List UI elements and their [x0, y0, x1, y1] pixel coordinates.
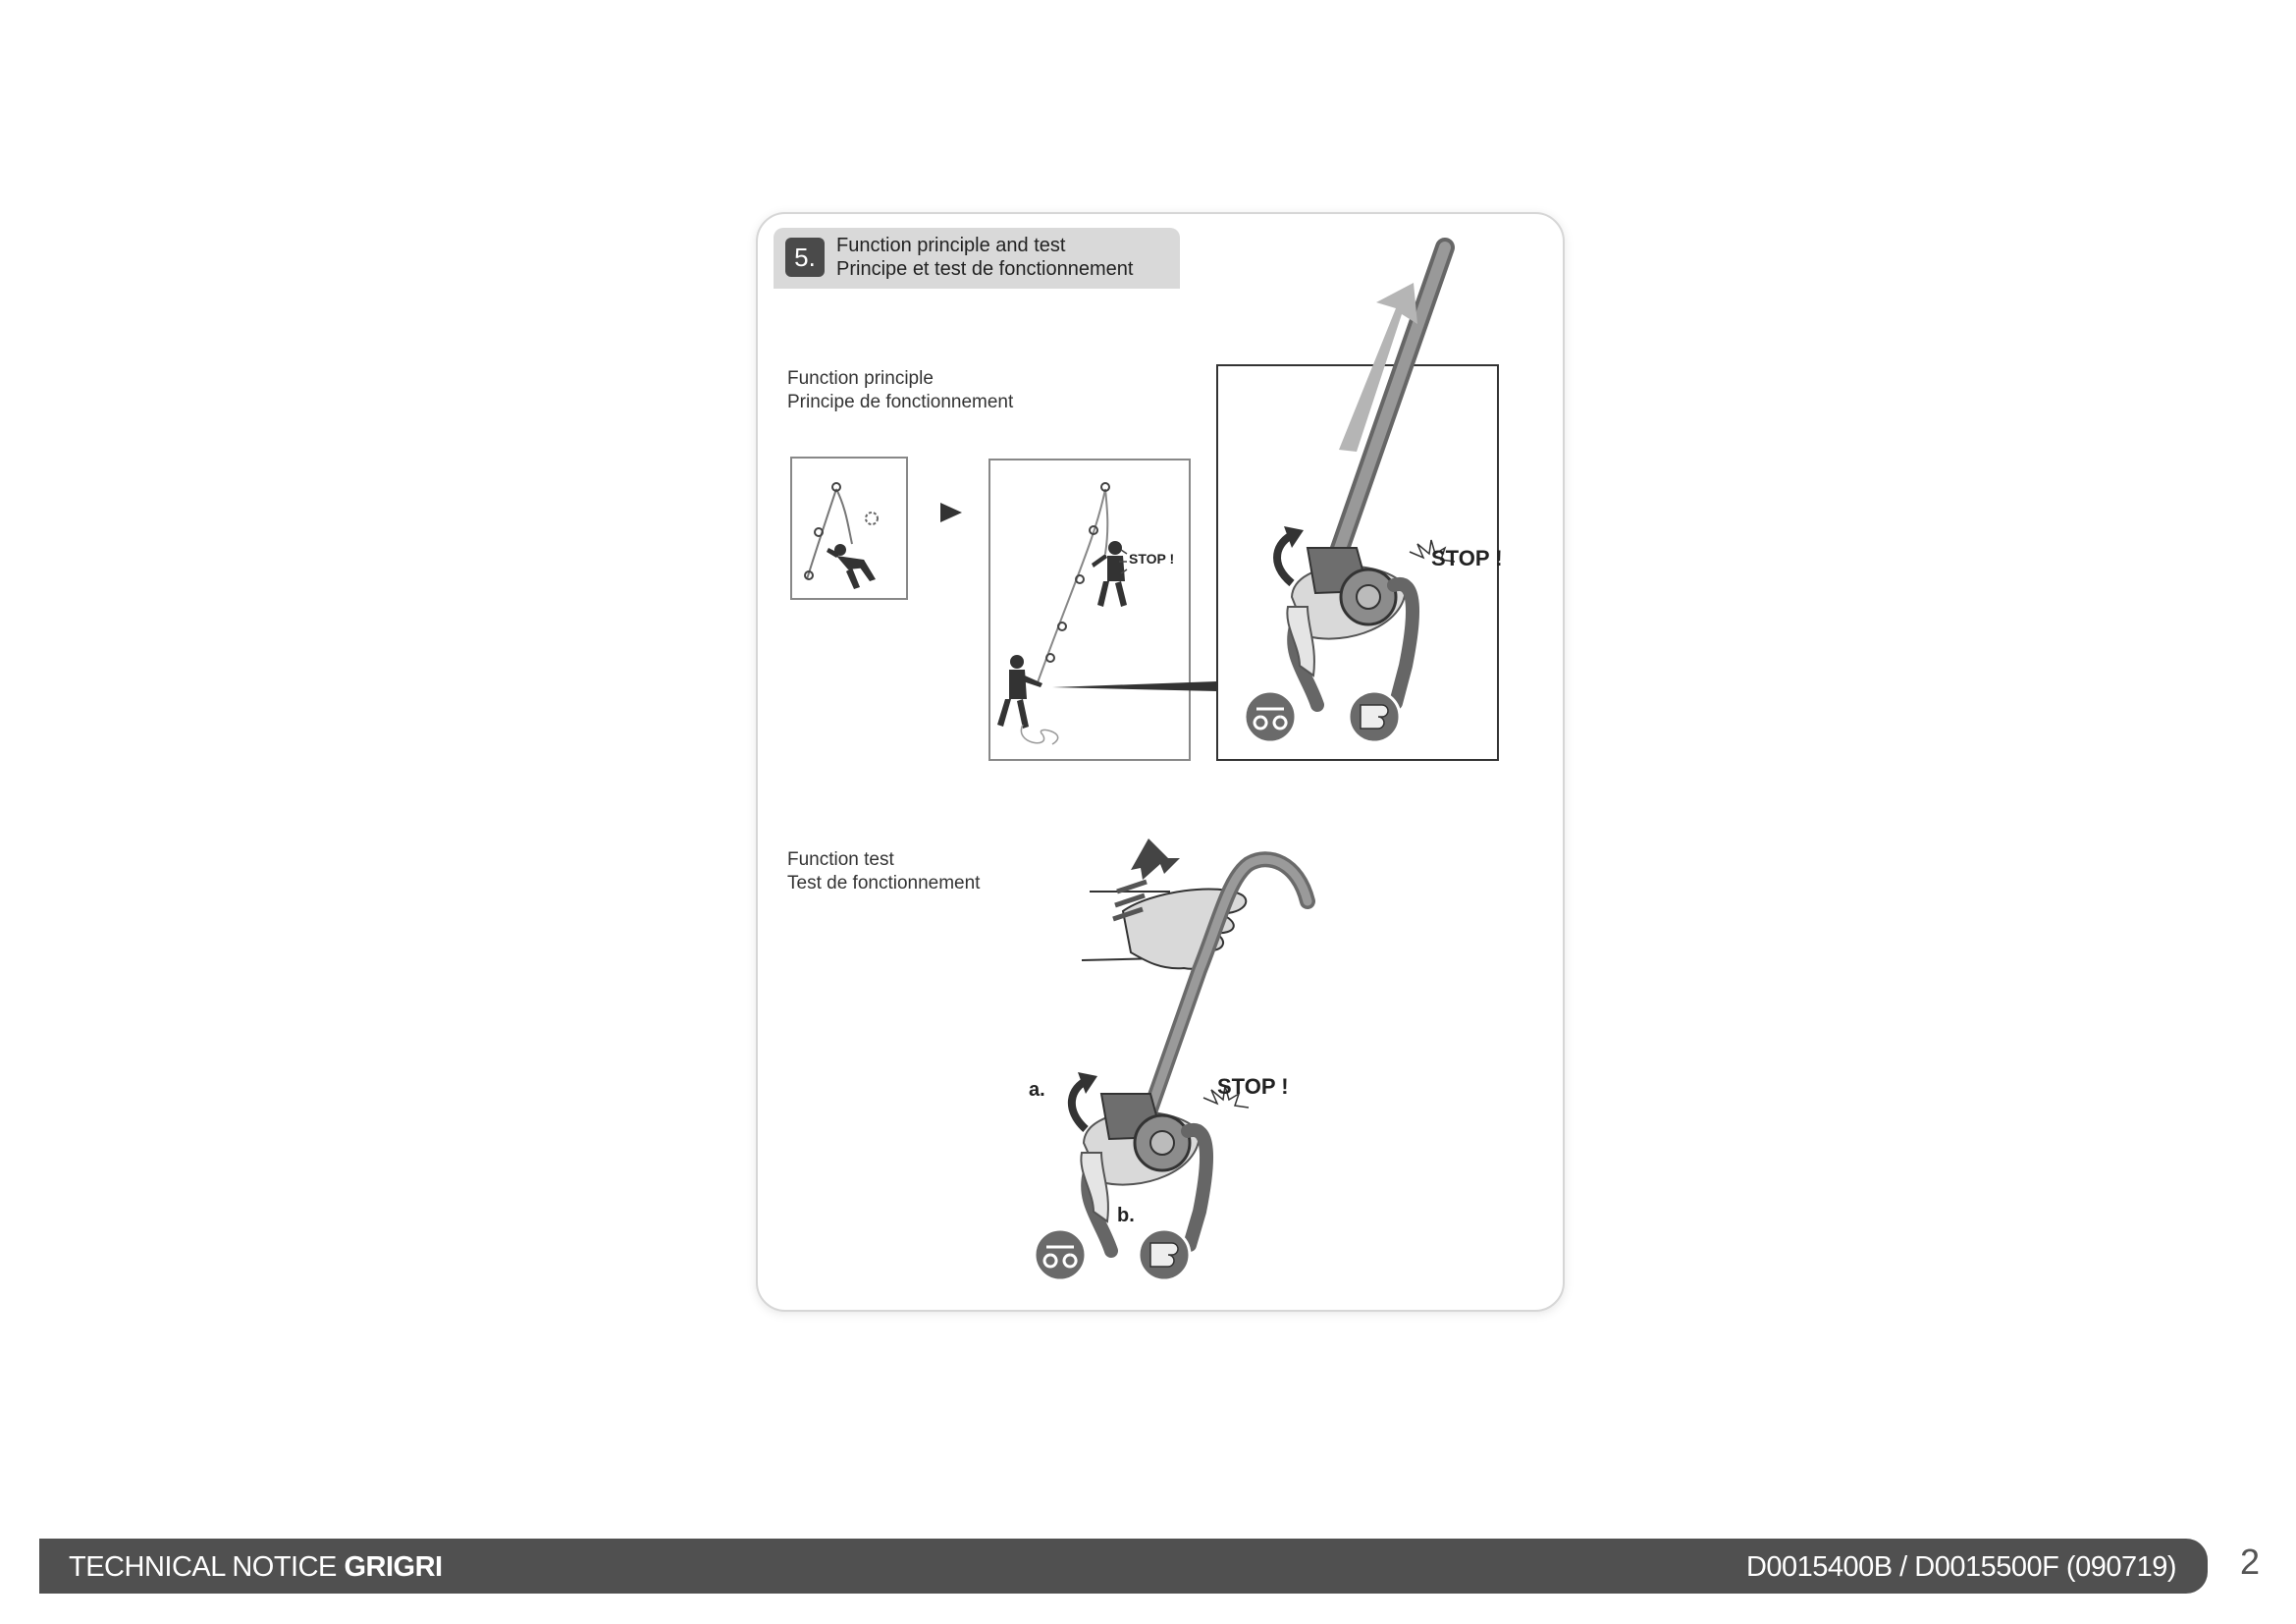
section-title-fr: Principe et test de fonctionnement	[836, 258, 1134, 280]
footer-reference: D0015400B / D0015500F (090719)	[1745, 1551, 2176, 1583]
section-number: 5.	[785, 238, 825, 277]
zoom-panel	[1217, 247, 1503, 760]
step-b-label: b.	[1117, 1205, 1135, 1226]
principle-label-en: Function principle	[787, 368, 934, 389]
test-label-fr: Test de fonctionnement	[787, 873, 981, 893]
step-a-label: a.	[1029, 1079, 1045, 1101]
harness-icon	[1245, 691, 1296, 742]
illustrations	[758, 214, 1563, 1310]
test-pull-arrow-icon	[1131, 839, 1180, 880]
principle-label-fr: Principe de fonctionnement	[787, 392, 1014, 412]
test-label-en: Function test	[787, 849, 894, 870]
page-number: 2	[2240, 1542, 2261, 1582]
test-harness-icon	[1035, 1229, 1086, 1280]
function-test-illustration	[1029, 839, 1308, 1280]
fall-panel	[791, 458, 907, 599]
small-stop-text: STOP !	[1129, 551, 1175, 567]
footer-prefix: TECHNICAL NOTICE	[69, 1551, 345, 1583]
footer-bar	[39, 1539, 2208, 1594]
footer-product: GRIGRI	[344, 1551, 443, 1583]
footer-title	[69, 1550, 443, 1584]
section-title-en: Function principle and test	[836, 235, 1066, 256]
test-grigri-device-icon	[1081, 1094, 1206, 1251]
test-stop-text: STOP !	[1217, 1074, 1289, 1099]
catch-panel	[989, 460, 1190, 760]
instruction-card	[756, 212, 1565, 1312]
sequence-arrow-icon	[940, 503, 962, 522]
zoom-stop-text: STOP !	[1431, 546, 1503, 570]
